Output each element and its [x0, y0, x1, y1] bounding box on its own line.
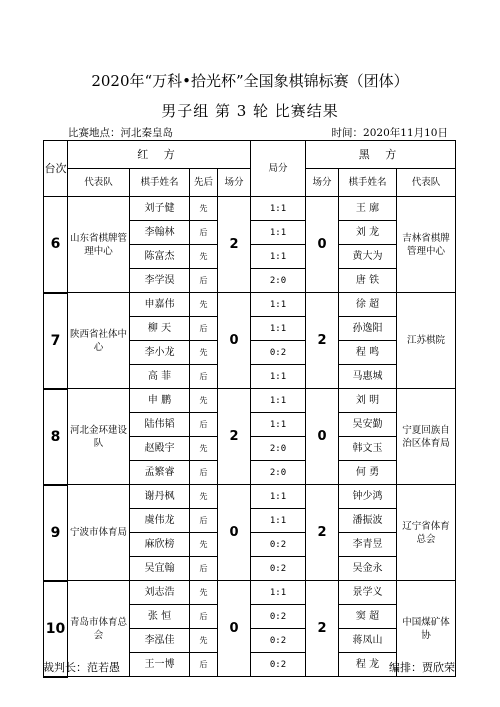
black-team: 江苏棋院	[397, 293, 456, 389]
move-order: 后	[190, 221, 218, 245]
game-score: 1:1	[251, 317, 306, 341]
round-number: 9	[44, 485, 68, 581]
move-order: 后	[190, 557, 218, 581]
game-score: 0:2	[251, 557, 306, 581]
black-player: 王 廓	[339, 197, 397, 221]
black-team: 宁夏回族自治区体育局	[397, 389, 456, 485]
game-score: 0:2	[251, 653, 306, 677]
header-order: 先后	[190, 169, 218, 197]
table-row	[44, 389, 456, 413]
red-match-score: 2	[218, 197, 251, 293]
black-match-score: 2	[306, 485, 339, 581]
red-player: 孟繁睿	[130, 461, 190, 485]
table-row	[44, 485, 456, 509]
game-score: 0:2	[251, 629, 306, 653]
red-player: 李泓佳	[130, 629, 190, 653]
game-score: 0:2	[251, 605, 306, 629]
game-score: 1:1	[251, 365, 306, 389]
move-order: 先	[190, 245, 218, 269]
header-black-player: 棋手姓名	[339, 169, 397, 197]
move-order: 先	[190, 437, 218, 461]
black-team: 吉林省棋牌管理中心	[397, 197, 456, 293]
header-red: 红 方	[68, 141, 251, 169]
round-number: 10	[44, 581, 68, 677]
black-player: 程 龙	[339, 653, 397, 677]
black-team: 辽宁省体育总会	[397, 485, 456, 581]
black-team: 中国煤矿体协	[397, 581, 456, 677]
black-player: 景学义	[339, 581, 397, 605]
round-number: 7	[44, 293, 68, 389]
red-player: 刘志浩	[130, 581, 190, 605]
black-match-score: 2	[306, 293, 339, 389]
game-score: 1:1	[251, 293, 306, 317]
game-score: 1:1	[251, 509, 306, 533]
move-order: 先	[190, 533, 218, 557]
move-order: 先	[190, 485, 218, 509]
header-black-match-score: 场分	[306, 169, 339, 197]
red-match-score: 0	[218, 293, 251, 389]
red-match-score: 2	[218, 389, 251, 485]
move-order: 后	[190, 653, 218, 677]
move-order: 先	[190, 341, 218, 365]
black-match-score: 2	[306, 581, 339, 677]
table-row	[44, 581, 456, 605]
red-player: 谢丹枫	[130, 485, 190, 509]
game-score: 2:0	[251, 461, 306, 485]
move-order: 后	[190, 461, 218, 485]
red-player: 虞伟龙	[130, 509, 190, 533]
black-player: 钟少鸿	[339, 485, 397, 509]
move-order: 后	[190, 509, 218, 533]
venue: 比赛地点：河北秦皇岛	[68, 127, 173, 139]
game-score: 0:2	[251, 341, 306, 365]
header-black: 黑 方	[306, 141, 456, 169]
red-player: 李学淏	[130, 269, 190, 293]
game-score: 2:0	[251, 269, 306, 293]
game-score: 1:1	[251, 245, 306, 269]
game-score: 1:1	[251, 197, 306, 221]
red-match-score: 0	[218, 581, 251, 677]
results-table	[43, 140, 456, 678]
move-order: 后	[190, 605, 218, 629]
black-player: 蒋凤山	[339, 629, 397, 653]
move-order: 后	[190, 413, 218, 437]
move-order: 先	[190, 389, 218, 413]
header-black-team: 代表队	[397, 169, 456, 197]
black-player: 程 鸣	[339, 341, 397, 365]
move-order: 后	[190, 317, 218, 341]
editor: 编排：贾欣荣	[389, 661, 455, 674]
black-player: 黄大为	[339, 245, 397, 269]
game-score: 1:1	[251, 485, 306, 509]
red-player: 申 鹏	[130, 389, 190, 413]
black-player: 韩文玉	[339, 437, 397, 461]
red-player: 陆伟韬	[130, 413, 190, 437]
date: 时间：2020年11月10日	[331, 127, 448, 139]
red-match-score: 0	[218, 485, 251, 581]
red-player: 刘子健	[130, 197, 190, 221]
game-score: 2:0	[251, 437, 306, 461]
red-player: 柳 天	[130, 317, 190, 341]
black-player: 孙逸阳	[339, 317, 397, 341]
page-title: 2020年“万科•拾光杯”全国象棋锦标赛（团体）	[91, 72, 409, 90]
move-order: 先	[190, 629, 218, 653]
header-red-player: 棋手姓名	[130, 169, 190, 197]
move-order: 先	[190, 581, 218, 605]
red-player: 赵殿宇	[130, 437, 190, 461]
black-match-score: 0	[306, 389, 339, 485]
black-player: 马惠城	[339, 365, 397, 389]
black-player: 吴安勤	[339, 413, 397, 437]
red-player: 申嘉伟	[130, 293, 190, 317]
table-row	[44, 197, 456, 221]
referee: 裁判长：范若愚	[43, 661, 120, 674]
header-red-team: 代表队	[68, 169, 130, 197]
game-score: 1:1	[251, 389, 306, 413]
black-player: 李青昱	[339, 533, 397, 557]
header-red-match-score: 场分	[218, 169, 251, 197]
game-score: 0:2	[251, 533, 306, 557]
black-player: 刘 龙	[339, 221, 397, 245]
black-player: 吴金永	[339, 557, 397, 581]
black-player: 窦 超	[339, 605, 397, 629]
table-row	[44, 293, 456, 317]
header-game-score: 局分	[251, 141, 306, 197]
move-order: 先	[190, 197, 218, 221]
red-player: 高 菲	[130, 365, 190, 389]
game-score: 1:1	[251, 581, 306, 605]
move-order: 先	[190, 293, 218, 317]
game-score: 1:1	[251, 221, 306, 245]
red-player: 陈富杰	[130, 245, 190, 269]
red-team: 青岛市体育总会	[68, 581, 130, 677]
black-match-score: 0	[306, 197, 339, 293]
black-player: 唐 铁	[339, 269, 397, 293]
red-team: 河北金环建设队	[68, 389, 130, 485]
black-player: 潘振波	[339, 509, 397, 533]
red-player: 李小龙	[130, 341, 190, 365]
red-player: 李翰林	[130, 221, 190, 245]
red-player: 吴宜翰	[130, 557, 190, 581]
red-player: 王一博	[130, 653, 190, 677]
black-player: 何 勇	[339, 461, 397, 485]
game-score: 1:1	[251, 413, 306, 437]
page-subtitle: 男子组 第 3 轮 比赛结果	[161, 102, 339, 120]
red-player: 张 恒	[130, 605, 190, 629]
round-number: 6	[44, 197, 68, 293]
round-number: 8	[44, 389, 68, 485]
red-team: 山东省棋牌管理中心	[68, 197, 130, 293]
move-order: 后	[190, 269, 218, 293]
red-team: 宁波市体育局	[68, 485, 130, 581]
move-order: 后	[190, 365, 218, 389]
red-team: 陕西省社体中心	[68, 293, 130, 389]
black-player: 刘 明	[339, 389, 397, 413]
black-player: 徐 超	[339, 293, 397, 317]
header-round: 台次	[44, 141, 68, 197]
red-player: 麻欣榜	[130, 533, 190, 557]
